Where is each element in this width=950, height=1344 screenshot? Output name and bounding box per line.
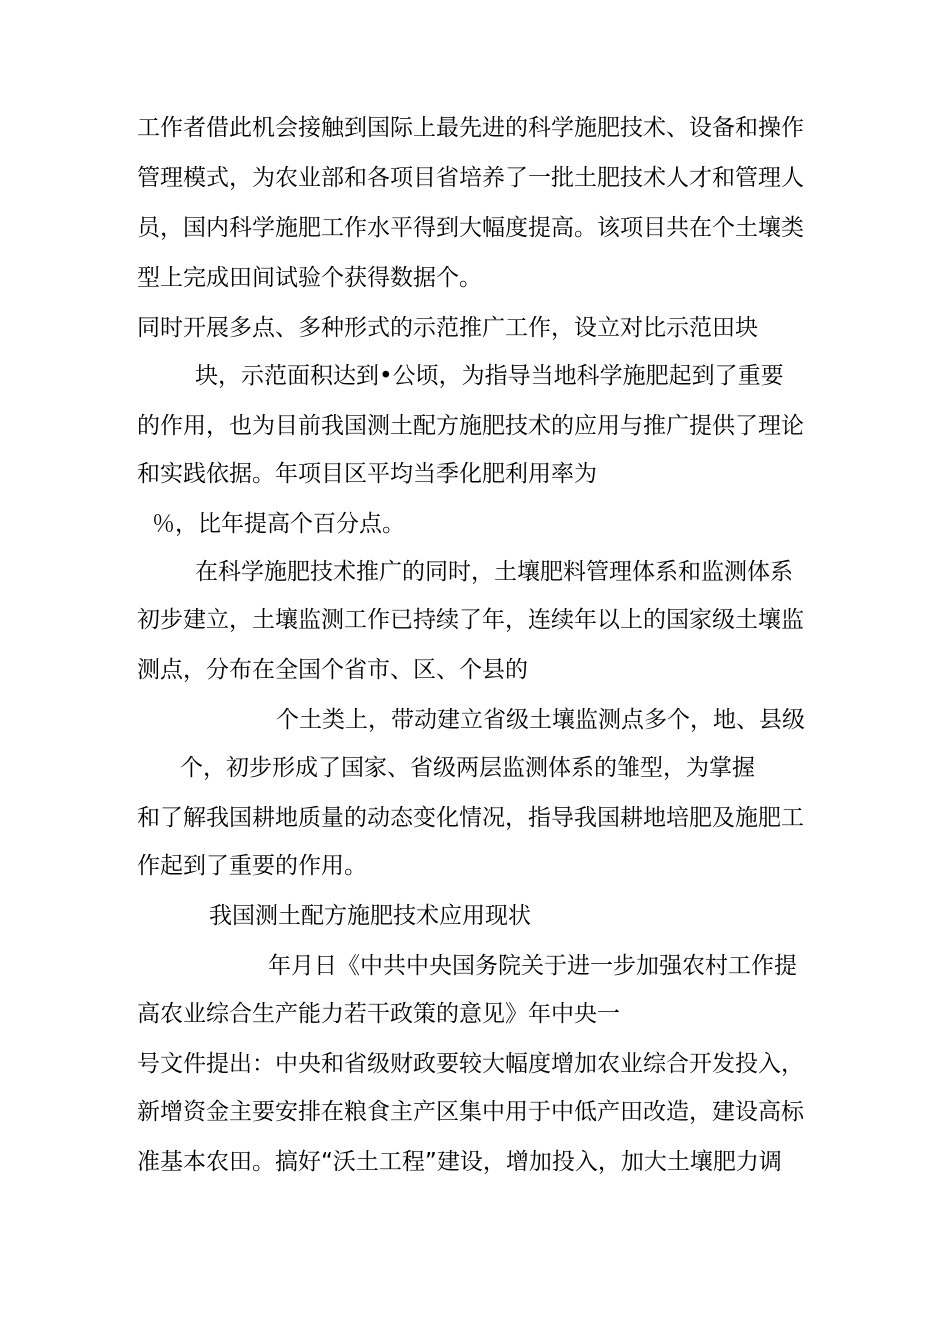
paragraph-line: 型上完成田间试验个获得数据个。 bbox=[137, 265, 482, 291]
paragraph-line: 测点，分布在全国个省市、区、个县的 bbox=[137, 657, 528, 683]
paragraph-line: 同时开展多点、多种形式的示范推广工作，设立对比示范田块 bbox=[137, 315, 758, 341]
paragraph-line: 个，初步形成了国家、省级两层监测体系的雏型，为掌握 bbox=[180, 755, 755, 781]
paragraph-line: 年月日《中共中央国务院关于进一步加强农村工作提 bbox=[268, 953, 797, 979]
paragraph-line: 的作用，也为目前我国测土配方施肥技术的应用与推广提供了理论 bbox=[137, 413, 804, 439]
paragraph-line: 高农业综合生产能力若干政策的意见》年中央一 bbox=[137, 1001, 620, 1027]
paragraph-line: 和实践依据。年项目区平均当季化肥利用率为 bbox=[137, 461, 597, 487]
paragraph-line: 和了解我国耕地质量的动态变化情况，指导我国耕地培肥及施肥工 bbox=[137, 805, 804, 831]
paragraph-line: 管理模式，为农业部和各项目省培养了一批土肥技术人才和管理人 bbox=[137, 165, 804, 191]
paragraph-line: 初步建立，土壤监测工作已持续了年，连续年以上的国家级土壤监 bbox=[137, 607, 804, 633]
paragraph-line: 员，国内科学施肥工作水平得到大幅度提高。该项目共在个土壤类 bbox=[137, 215, 804, 241]
paragraph-line: 工作者借此机会接触到国际上最先进的科学施肥技术、设备和操作 bbox=[137, 115, 804, 141]
paragraph-line: 在科学施肥技术推广的同时，土壤肥料管理体系和监测体系 bbox=[195, 559, 793, 585]
paragraph-line: 准基本农田。搞好“沃土工程”建设，增加投入，加大土壤肥力调 bbox=[137, 1149, 782, 1175]
paragraph-line: 新增资金主要安排在粮食主产区集中用于中低产田改造，建设高标 bbox=[137, 1099, 804, 1125]
paragraph-line: 块，示范面积达到•公顷，为指导当地科学施肥起到了重要 bbox=[195, 363, 784, 389]
paragraph-line: ％，比年提高个百分点。 bbox=[152, 511, 405, 537]
paragraph-line: 个土类上，带动建立省级土壤监测点多个，地、县级 bbox=[276, 707, 805, 733]
section-heading: 我国测土配方施肥技术应用现状 bbox=[209, 903, 531, 929]
paragraph-line: 号文件提出：中央和省级财政要较大幅度增加农业综合开发投入， bbox=[137, 1051, 804, 1077]
paragraph-line: 作起到了重要的作用。 bbox=[137, 853, 367, 879]
